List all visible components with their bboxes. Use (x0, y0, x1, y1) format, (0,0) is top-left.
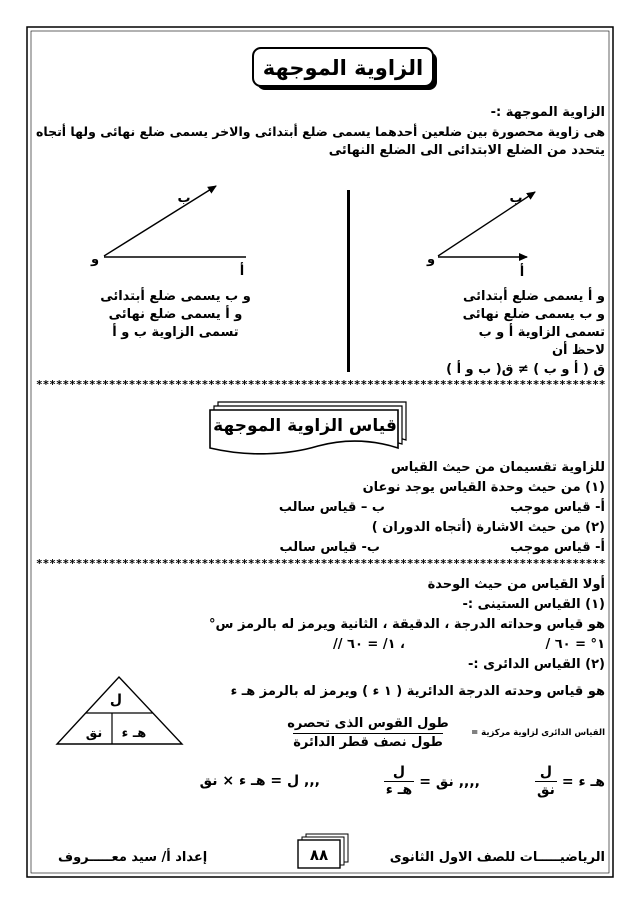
section-title-measurement: قياس الزاوية الموجهة (213, 416, 397, 436)
left-note-3: تسمى الزاوية ب و أ (112, 325, 239, 340)
vertex-label-right: و (426, 252, 436, 267)
formula-numerator: طول القوس الذى تحصره (287, 716, 449, 731)
right-note-3: تسمى الزاوية أ و ب (478, 325, 605, 340)
definition-line-2: يتحدد من الضلع الابتدائى الى الضلع النهائى (328, 143, 605, 158)
formula-label: القياس الدائرى لزاوية مركزية = (471, 728, 605, 738)
fraction-numerator: ل (539, 764, 552, 780)
by-unit-heading: (١) من حيث وحدة القياس يوجد نوعان (362, 480, 605, 495)
slanted-ray-left (104, 186, 216, 256)
footer-subject: الرياضيـــــات للصف الاول الثانوى (389, 850, 605, 865)
by-sign-heading: (٢) من حيث الاشارة (أتجاه الدوران ) (371, 520, 605, 535)
angle-diagram-right (426, 191, 535, 280)
left-note-2: و أ يسمى ضلع نهائى (108, 307, 243, 322)
star-separator-1: ************************************************************************************** (36, 378, 606, 391)
footer-author: إعداد أ/ سيد معـــــروف (58, 850, 208, 865)
by-sign-negative: ب- قياس سالب (279, 540, 380, 555)
sexagesimal-heading: (١) القياس الستينى :- (462, 597, 605, 612)
relation-radius (384, 764, 480, 799)
fraction-numerator: ل (392, 764, 406, 780)
triangle-bottom-left-label: نق (85, 726, 103, 741)
fraction-denominator: هـ ء (385, 782, 413, 798)
by-unit-positive: أ- قياس موجب (510, 500, 605, 515)
triangle-bottom-right-label: هـ ء (121, 726, 147, 741)
relation-radius-lhs: نق = (419, 773, 454, 790)
radian-heading: (٢) القياس الدائرى :- (467, 657, 605, 672)
angle-diagram-left (90, 186, 246, 279)
units-heading: أولا القياس من حيث الوحدة (427, 577, 605, 592)
vertex-label-left: و (90, 252, 100, 267)
formula-fraction (270, 715, 466, 752)
page-number: ٨٨ (309, 846, 329, 864)
sexagesimal-definition: هو قياس وحداته الدرجة ، الدقيقة ، الثانية ويرمز له بالرمز س° (209, 617, 605, 632)
column-divider (347, 190, 350, 372)
right-note-1: و أ يسمى ضلع أبتدائى (462, 289, 605, 304)
relation-radian-lhs: هـ ء = (561, 773, 605, 790)
radian-triangle (57, 677, 182, 744)
definition-line-1: هى زاوية محصورة بين ضلعين أحدهما يسمى ضلع أبتدائى والاخر يسمى ضلع نهائى ولها أتجاه (36, 124, 605, 139)
relation-radian (535, 764, 605, 799)
initial-label-left: أ (239, 264, 245, 279)
radian-definition: هو قياس وحدته الدرجة الدائرية ( ١ ء ) ويرمز له بالرمز هـ ء (230, 684, 605, 699)
relation-radius-fraction (384, 764, 415, 799)
right-note-2: و ب يسمى ضلع نهائى (462, 307, 605, 322)
star-separator-2: ************************************************************************************** (36, 557, 606, 570)
terminal-label-right: ب (509, 191, 523, 206)
initial-label-right: أ (519, 265, 525, 280)
relation-radius-prefix: ,,,, (458, 773, 480, 790)
triangle-top-label: ل (109, 692, 123, 708)
by-sign-positive: أ- قياس موجب (510, 540, 605, 555)
terminal-label-left: ب (177, 191, 191, 206)
minute-to-seconds: ، ١/ = ٦٠ // (332, 637, 405, 652)
right-note-4: لاحظ أن (551, 343, 605, 358)
by-unit-negative: ب – قياس سالب (278, 500, 385, 515)
relation-radian-fraction (535, 764, 557, 799)
measurement-intro: للزاوية تقسيمان من حيث القياس (390, 460, 605, 475)
left-note-1: و ب يسمى ضلع أبتدائى (100, 289, 251, 304)
fraction-denominator: نق (536, 782, 555, 798)
formula-denominator: طول نصف قطر الدائرة (293, 735, 443, 750)
definition-heading: الزاوية الموجهة :- (490, 105, 605, 120)
angle-inequality: ق ( أ و ب ) ≠ ق( ب و أ ) (446, 362, 605, 377)
degree-to-minutes: ١° = ٦٠ / (545, 637, 605, 652)
relation-arc-length: ,,, ل = هـ ء × نق (199, 773, 320, 789)
page-title: الزاوية الموجهة (262, 56, 424, 80)
page-number-box (298, 834, 348, 868)
